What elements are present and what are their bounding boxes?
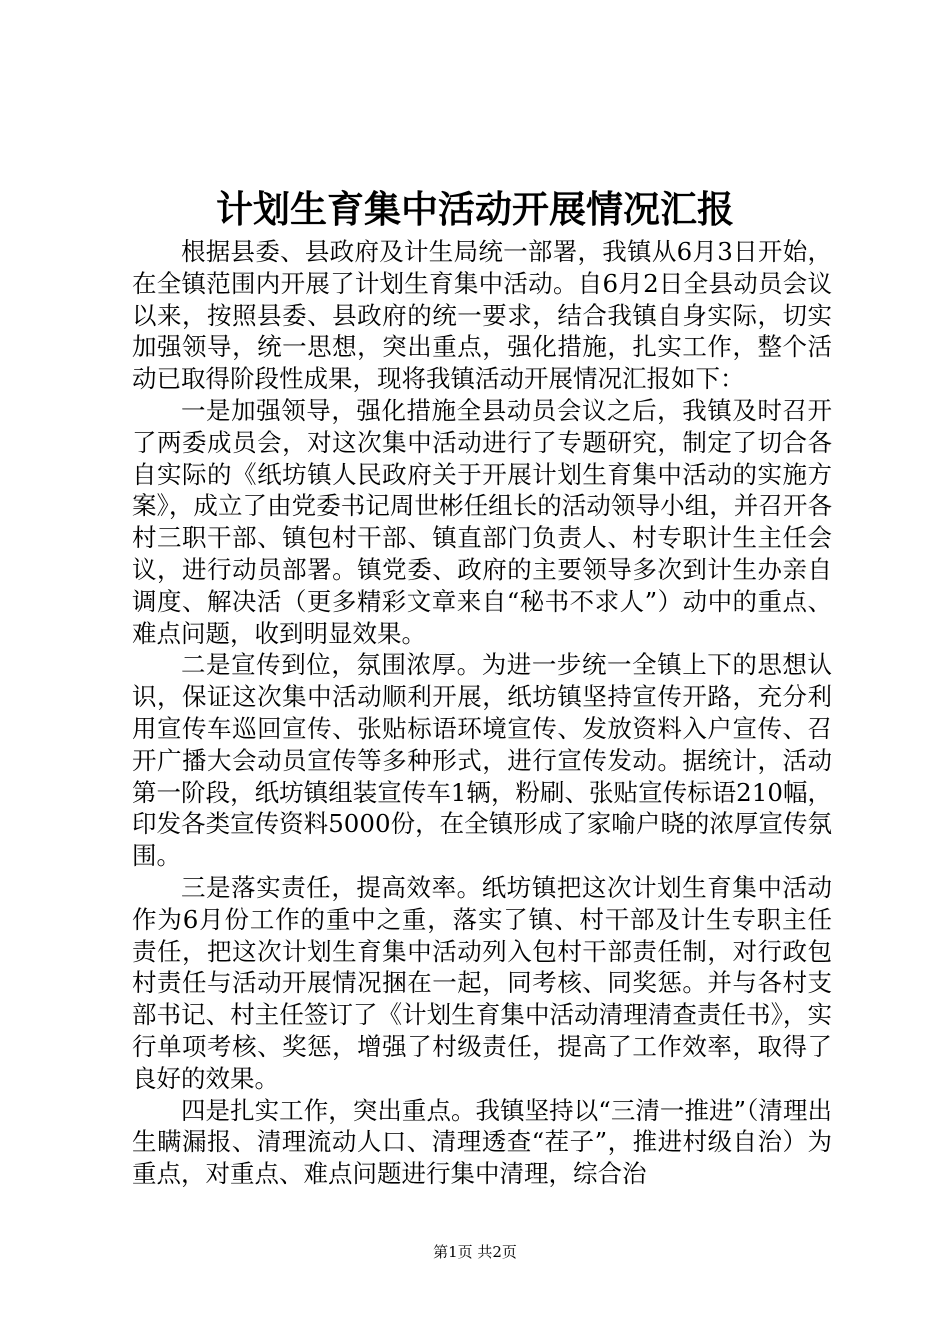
paragraph-responsibility: 三是落实责任，提高效率。纸坊镇把这次计划生育集中活动作为6月份工作的重中之重，落实了镇、村干部及计生专职主任责任，把这次计划生育集中活动列入包村干部责任制，对行政包村责任与活动开展情况捆在一起，同考核、同奖惩。并与各村支部书记、村主任签订了《计划生育集中活动清理清查责任书》，实行单项考核、奖惩，增强了村级责任，提高了工作效率，取得了良好的效果。 [132, 872, 832, 1093]
document-body [132, 236, 832, 1190]
paragraph-intro: 根据县委、县政府及计生局统一部署，我镇从6月3日开始，在全镇范围内开展了计划生育集中活动。自6月2日全县动员会议以来，按照县委、县政府的统一要求，结合我镇自身实际，切实加强领导，统一思想，突出重点，强化措施，扎实工作，整个活动已取得阶段性成果，现将我镇活动开展情况汇报如下： [132, 237, 832, 394]
paragraph-leadership: 一是加强领导，强化措施全县动员会议之后，我镇及时召开了两委成员会，对这次集中活动进行了专题研究，制定了切合各自实际的《纸坊镇人民政府关于开展计划生育集中活动的实施方案》，成立了由党委书记周世彬任组长的活动领导小组，并召开各村三职干部、镇包村干部、镇直部门负责人、村专职计生主任会议，进行动员部署。镇党委、政府的主要领导多次到计生办亲自调度、解决活（更多精彩文章来自“秘书不求人”）动中的重点、难点问题，收到明显效果。 [132, 395, 832, 648]
page-number-footer: 第1页 共2页 [433, 1243, 517, 1261]
document-title: 计划生育集中活动开展情况汇报 [216, 187, 734, 231]
paragraph-focus: 四是扎实工作，突出重点。我镇坚持以“三清一推进”（清理出生瞒漏报、清理流动人口、清理透查“茬子”，推进村级自治）为重点，对重点、难点问题进行集中清理，综合治 [132, 1095, 832, 1189]
paragraph-publicity: 二是宣传到位，氛围浓厚。为进一步统一全镇上下的思想认识，保证这次集中活动顺利开展，纸坊镇坚持宣传开路，充分利用宣传车巡回宣传、张贴标语环境宣传、发放资料入户宣传、召开广播大会动员宣传等多种形式，进行宣传发动。据统计，活动第一阶段，纸坊镇组装宣传车1辆，粉刷、张贴宣传标语210幅，印发各类宣传资料5000份，在全镇形成了家喻户晓的浓厚宣传氛围。 [132, 650, 832, 871]
